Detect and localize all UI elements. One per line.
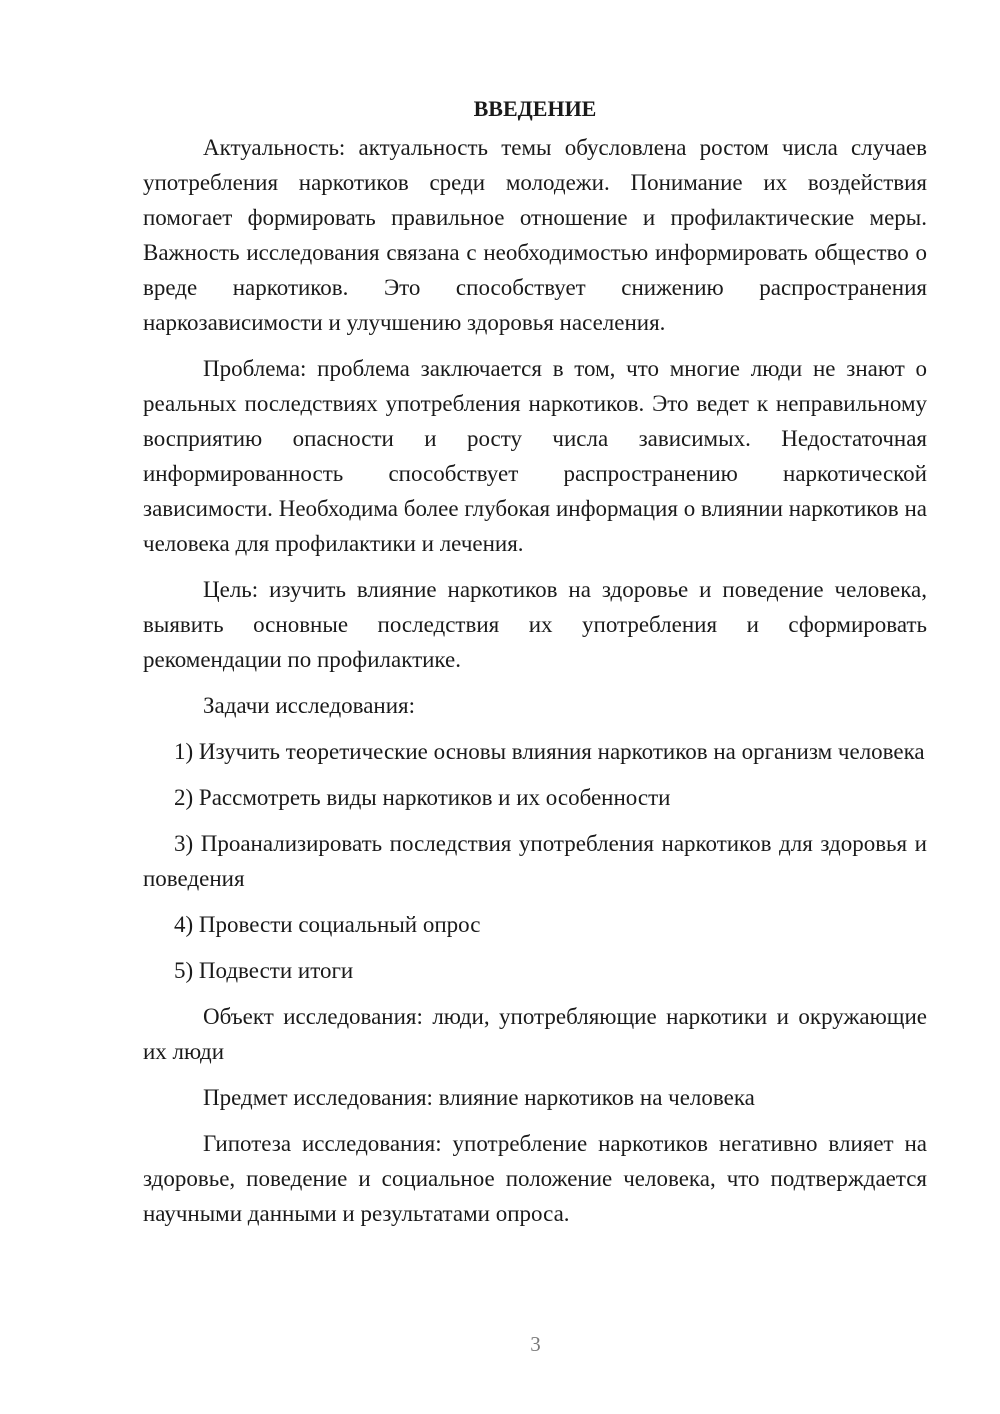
page-title: ВВЕДЕНИЕ (473, 96, 597, 121)
problem-paragraph: Проблема: проблема заключается в том, что многие люди не знают о реальных последствиях употребления наркотиков. Это ведет к неправильному восприятию опасности и росту числа зависимых. Недостаточная информированность способствует распространению наркотической зависимости. Необходима более глубокая информация о влиянии наркотиков на человека для профилактики и лечения. (143, 356, 927, 556)
task-item-1: 1) Изучить теоретические основы влияния наркотиков на организм человека (174, 739, 925, 764)
research-object-paragraph: Объект исследования: люди, употребляющие наркотики и окружающие их люди (143, 1004, 927, 1064)
hypothesis-paragraph: Гипотеза исследования: употребление наркотиков негативно влияет на здоровье, поведение и социальное положение человека, что подтверждается научными данными и результатами опроса. (143, 1131, 927, 1226)
goal-paragraph: Цель: изучить влияние наркотиков на здоровье и поведение человека, выявить основные последствия их употребления и сформировать рекомендации по профилактике. (143, 577, 927, 672)
task-item-4: 4) Провести социальный опрос (174, 912, 481, 937)
page-number: 3 (530, 1332, 541, 1356)
tasks-heading: Задачи исследования: (203, 693, 416, 718)
relevance-paragraph: Актуальность: актуальность темы обусловлена ростом числа случаев употребления наркотиков среди молодежи. Понимание их воздействия помогает формировать правильное отношение и профилактические меры. Важность исследования связана с необходимостью информировать общество о вреде наркотиков. Это способствует снижению распространения наркозависимости и улучшению здоровья населения. (143, 135, 927, 335)
task-item-2: 2) Рассмотреть виды наркотиков и их особенности (174, 785, 671, 810)
task-item-3: 3) Проанализировать последствия употребления наркотиков для здоровья и поведения (143, 831, 927, 891)
document-body (143, 92, 927, 1242)
task-item-5: 5) Подвести итоги (174, 958, 354, 983)
research-subject-paragraph: Предмет исследования: влияние наркотиков на человека (203, 1085, 755, 1110)
